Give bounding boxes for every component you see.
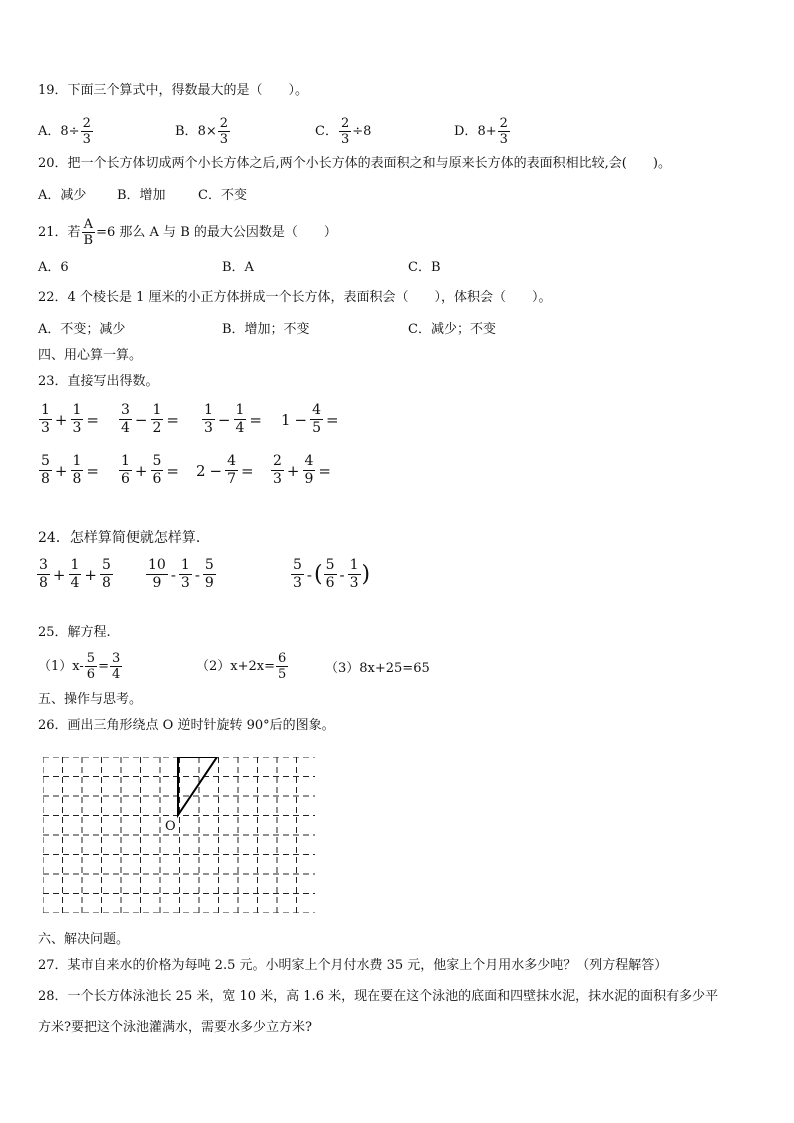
q24-expr-1: $\frac{3}{8}$ + $\frac{1}{4}$ + $\frac{5}{8}$	[39, 557, 111, 591]
q28-text-line-1: 28．一个长方体泳池长 25 米，宽 10 米，高 1.6 米，现在要在这个泳池的底面和四壁抹水泥，抹水泥的面积有多少平	[38, 989, 719, 1004]
q20-option-a: A．减少	[38, 188, 87, 203]
section-6-heading: 六、解决问题。	[38, 932, 130, 947]
q24-expr-2: $\frac{10}{9}$ - $\frac{1}{3}$ - $\frac{5}{9}$	[148, 557, 214, 591]
q21-stem: 21．若 $\frac{A}{B}$ =6 那么 A 与 B 的最大公因数是（ ）	[38, 217, 337, 248]
q20-option-c: C．不变	[198, 188, 247, 203]
point-o-label: O	[165, 819, 176, 834]
q20-option-b: B．增加	[117, 188, 166, 203]
q22-stem: 22．4 个棱长是 1 厘米的小正方体拼成一个长方体，表面积会（ ），体积会（ ）。	[38, 290, 552, 305]
q22-option-a: A．不变；减少	[38, 322, 126, 337]
q24-expr-3: $\frac{5}{3}$ -( $\frac{5}{6}$ - $\frac{1}{3}$ )	[293, 557, 371, 591]
q20-stem: 20．把一个长方体切成两个小长方体之后,两个小长方体的表面积之和与原来长方体的表面积相比较,会( )。	[38, 156, 671, 171]
q25-stem: 25．解方程.	[38, 625, 111, 640]
q27-text: 27．某市自来水的价格为每吨 2.5 元。小明家上个月付水费 35 元，他家上个月用水多少吨？（列方程解答）	[38, 958, 668, 973]
q28-text-line-2: 方米?要把这个泳池灌满水，需要水多少立方米?	[38, 1020, 312, 1035]
section-4-heading: 四、用心算一算。	[38, 348, 143, 363]
q23-expr-7: 2 − $\frac{4}{7}$ =	[196, 453, 254, 487]
q23-expr-5: $\frac{5}{8}$ + $\frac{1}{8}$ =	[41, 453, 99, 487]
q23-expr-6: $\frac{1}{6}$ + $\frac{5}{6}$ =	[121, 453, 179, 487]
triangle-shape	[178, 757, 217, 815]
q19-option-d: D．8+ $\frac{2}{3}$	[454, 116, 508, 147]
rotation-grid-svg	[43, 757, 315, 913]
q25-equation-1: （1）x- $\frac{5}{6}$ = $\frac{3}{4}$	[38, 651, 121, 682]
section-5-heading: 五、操作与思考。	[38, 692, 143, 707]
rotation-grid	[43, 757, 315, 917]
q22-option-c: C．减少；不变	[408, 322, 496, 337]
q21-option-b: B．A	[222, 260, 254, 275]
q26-stem: 26．画出三角形绕点 O 逆时针旋转 90°后的图象。	[38, 718, 335, 733]
q25-equation-2: （2）x+2x= $\frac{6}{5}$	[196, 651, 287, 682]
q21-option-a: A．6	[38, 260, 69, 275]
q23-expr-2: $\frac{3}{4}$ − $\frac{1}{2}$ =	[121, 402, 179, 436]
q22-option-b: B．增加；不变	[222, 322, 310, 337]
q19-option-a: A．8÷ $\frac{2}{3}$	[38, 116, 91, 147]
q19-option-b: B．8× $\frac{2}{3}$	[175, 116, 229, 147]
q23-expr-3: $\frac{1}{3}$ − $\frac{1}{4}$ =	[204, 402, 262, 436]
q23-stem: 23．直接写出得数。	[38, 374, 159, 389]
q23-expr-1: $\frac{1}{3}$ + $\frac{1}{3}$ =	[41, 402, 99, 436]
q19-stem: 19．下面三个算式中，得数最大的是（ ）。	[38, 83, 309, 98]
q23-expr-4: 1 − $\frac{4}{5}$ =	[281, 402, 339, 436]
q25-equation-3: （3）8x+25=65	[325, 661, 430, 676]
q23-expr-8: $\frac{2}{3}$ + $\frac{4}{9}$ =	[273, 453, 331, 487]
q24-stem: 24．怎样算简便就怎样算．	[38, 530, 210, 546]
q21-option-c: C．B	[408, 260, 441, 275]
q19-option-c: C． $\frac{2}{3}$ ÷8	[315, 116, 372, 147]
